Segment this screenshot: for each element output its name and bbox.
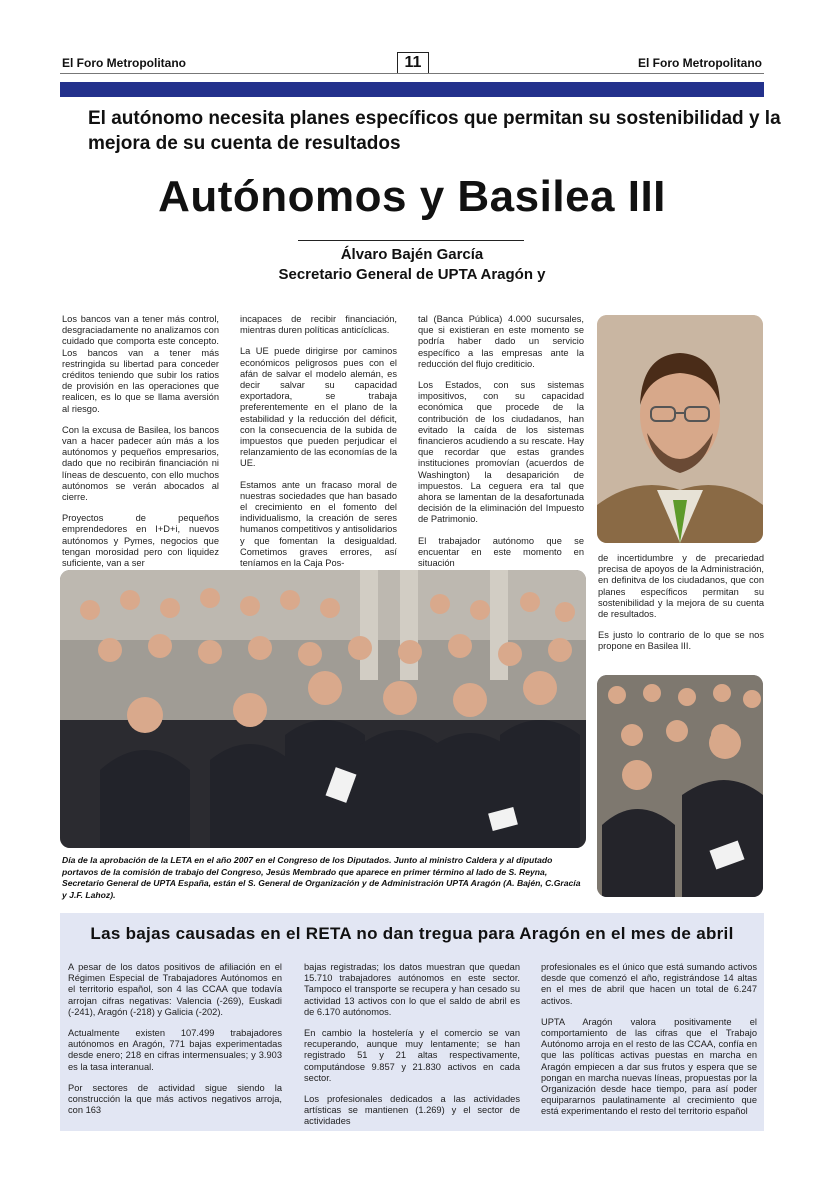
box-title: Las bajas causadas en el RETA no dan tregua para Aragón en el mes de abril <box>90 924 734 943</box>
group-photo-main <box>60 570 586 848</box>
header-rule <box>60 73 764 74</box>
paragraph: Actualmente existen 107.499 trabajadores autónomos en Aragón, 771 bajas experimentadas desde enero; 218 en cifras intermensuales; y 3.903 es la tasa interanual. <box>68 1028 282 1072</box>
paragraph: de incertidumbre y de precariedad precisa de apoyos de la Administración, en definitva de los ciudadanos, que con planes específicos permitan su sostenibilidad y la mejora de su cuenta de resultados. <box>598 553 764 620</box>
group-photo-side <box>597 675 763 897</box>
author-role: Secretario General de UPTA Aragón y <box>278 266 546 283</box>
photo-caption: Día de la aprobación de la LETA en el año 2007 en el Congreso de los Diputados. Junto al ministro Caldera y al diputado portavos de la comisión de trabajo del Congreso, Jesús Membrado que aparece en primer término al lado de S. Reyna, Secretario General de UPTA España, están el S. General de Organización y de Administración UPTA Aragón (A. Bajén, C.Gracía y J.F. Lahoz). <box>62 855 581 900</box>
article-column-3 <box>418 314 584 579</box>
header-publication-left: El Foro Metropolitano <box>62 56 186 70</box>
author-portrait-photo <box>597 315 763 543</box>
article-kicker: El autónomo necesita planes específicos que permitan su sostenibilidad y la mejora de su cuenta de resultados <box>88 108 781 154</box>
paragraph: A pesar de los datos positivos de afiliación en el Régimen Especial de Trabajadores Autónomos en el territorio español, son 4 las CCAA que todavía arrojan cifras negativas: Valencia (-269), Euskadi (-241), Aragón (-218) y Galicia (-202). <box>68 962 282 1017</box>
article-column-1 <box>62 314 219 579</box>
blue-band <box>60 82 764 97</box>
article-column-4 <box>598 553 764 663</box>
paragraph: UPTA Aragón valora positivamente el comportamiento de las cifras que el Trabajo Autónomo arroja en el resto de las CCAA, confía en que las políticas activas puestas en marcha en Aragón empiecen a dar sus frutos y espera que se pongan en marcha nuevas líneas, propuestas por la Organización desde hace tiempo, para así poder equipararnos paulatinamente al crecimiento que está experimentando el resto del territorio español <box>541 1016 757 1117</box>
article-headline: Autónomos y Basilea III <box>158 172 666 221</box>
paragraph: La UE puede dirigirse por caminos económicos peligrosos pues con el afán de salvar el modelo alemán, es decir salvar su capacidad exportadora, se trabaja preferentemente en el plano de la estabilidad y la reducción del déficit, con la consecuencia de la subida de impuestos que pueden perjudicar el relanzamiento de las economías de la UE. <box>240 346 397 469</box>
article-column-2 <box>240 314 397 579</box>
paragraph: Los profesionales dedicados a las actividades artísticas se mantienen (1.269) y el sector de actividades <box>304 1094 520 1127</box>
paragraph: Estamos ante un fracaso moral de nuestras sociedades que han basado el crecimiento en el fomento del individualismo, la creación de seres humanos competitivos y antisolidarios y que fomentan la desigualdad. Cometimos graves errores, así teníamos en la Caja Pos- <box>240 479 397 569</box>
paragraph: Los Estados, con sus sistemas impositivos, con su capacidad económica que procede de la contribución de los ciudadanos, han evitado la caída de los sistemas financieros acudiendo a su rescate. Hay que recordar que estas grandes instituciones promovían (acuerdos de Washington) la desaparición de impuestos. La ceguera era tal que ahora se lamentan de la desafortunada decisión de la eliminación del Impuesto de Patrimonio. <box>418 380 584 525</box>
paragraph: profesionales es el único que está sumando activos desde que comenzó el año, registrándose 14 altas en el mes de abril que hacen un total de 6.247 activos. <box>541 962 757 1006</box>
box-column-2 <box>304 962 520 1138</box>
box-column-1 <box>68 962 282 1126</box>
paragraph: El trabajador autónomo que se encuentar en este momento en situación <box>418 535 584 569</box>
author-name: Álvaro Bajén García <box>340 246 484 263</box>
paragraph: Por sectores de actividad sigue siendo la construcción la que más activos negativos arroja, con 163 <box>68 1082 282 1116</box>
header-publication-right: El Foro Metropolitano <box>638 56 762 70</box>
box-column-3 <box>541 962 757 1128</box>
paragraph: Con la excusa de Basilea, los bancos van a hacer padecer aún más a los autónomos y pequeños empresarios, dado que no recibirán financiación ni líneas de descuento, con ello muchos autónomos se verán abocados al cierre. <box>62 424 219 503</box>
paragraph: Los bancos van a tener más control, desgraciadamente no analizamos con cuidado que comporta este concepto. Los bancos van a tener más restringida su libertad para conceder créditos teniendo que subir los ratios de provisión en las operaciones que realicen, es lo que se llama aversión al riesgo. <box>62 314 219 414</box>
paragraph: bajas registradas; los datos muestran que quedan 15.710 trabajadores autónomos en este sector. Tampoco el transporte se recupera y han cesado su actividad 13 activos con lo que el saldo de abril es de 6.170 autónomos. <box>304 962 520 1017</box>
byline-rule <box>298 240 524 241</box>
page-number: 11 <box>397 52 429 74</box>
paragraph: incapaces de recibir financiación, mientras duren políticas anticíclicas. <box>240 314 397 336</box>
paragraph: Es justo lo contrario de lo que se nos propone en Basilea III. <box>598 630 764 652</box>
paragraph: Proyectos de pequeños emprendedores en I+D+i, nuevos autónomos y Pymes, negocios que tengan morosidad pero con liquidez suficiente, van a ser <box>62 513 219 569</box>
paragraph: tal (Banca Pública) 4.000 sucursales, que si existieran en este momento se podría haber dado un servicio específico a las empresas ante la reducción del flujo crediticio. <box>418 314 584 369</box>
paragraph: En cambio la hostelería y el comercio se van recuperando, aunque muy lentamente; se han registrado 51 y 21 altas respectivamente, computándose 9.857 y 21.830 activos en cada sector. <box>304 1028 520 1083</box>
